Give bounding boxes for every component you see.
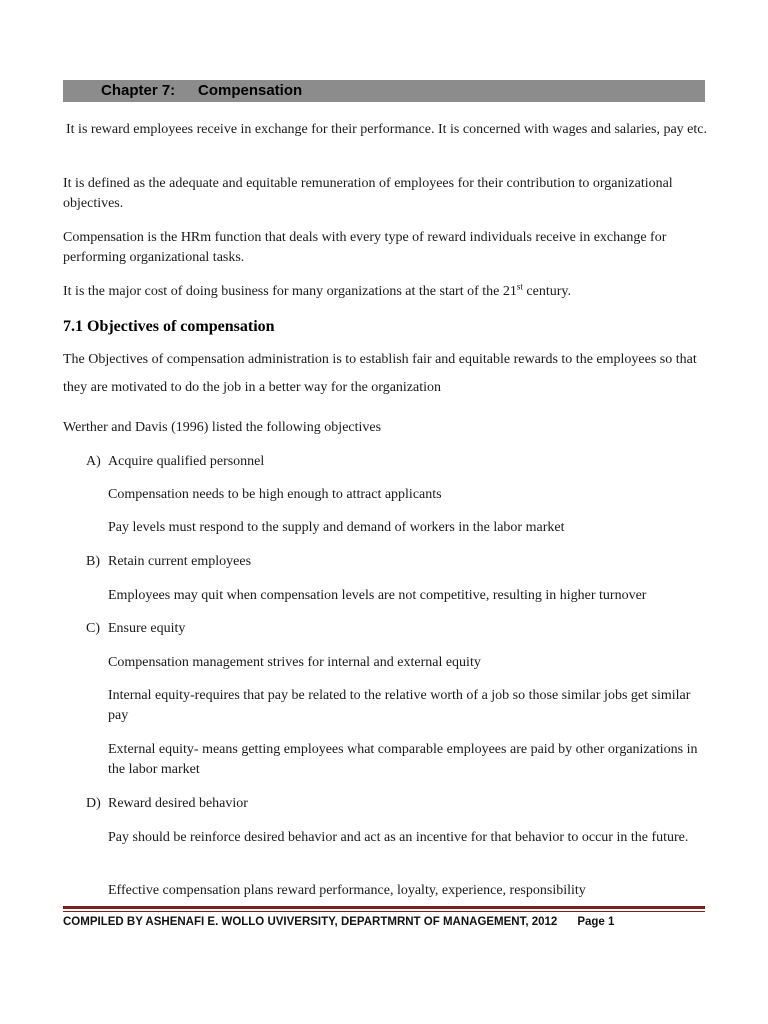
footer-rule: [63, 906, 705, 909]
section-lead-paragraph: The Objectives of compensation administration is to establish fair and equitable rewards to the employees so that they are motivated to do the job in a better way for the organization: [63, 352, 697, 395]
list-item-point: External equity- means getting employees what comparable employees are paid by other organizations in the labor market: [108, 742, 698, 777]
cost-line-end: century.: [522, 284, 571, 299]
intro-paragraph-4: [63, 282, 713, 302]
cost-line-text: It is the major cost of doing business for many organizations at the start of the 21: [63, 284, 517, 299]
footer-rule-thin: [63, 911, 705, 912]
list-item-title: Retain current employees: [108, 554, 252, 569]
page-number: Page 1: [577, 916, 615, 928]
list-item-title: Reward desired behavior: [108, 796, 248, 811]
section-heading: 7.1 Objectives of compensation: [63, 318, 275, 335]
list-item-title: Ensure equity: [108, 621, 186, 636]
page-footer: [63, 913, 614, 931]
intro-paragraph-2: It is defined as the adequate and equitable remuneration of employees for their contribution to organizational objectives.: [63, 176, 673, 211]
intro-paragraph-3: Compensation is the HRm function that deals with every type of reward individuals receive in exchange for performing organizational tasks.: [63, 230, 667, 265]
list-item-point: Compensation needs to be high enough to attract applicants: [108, 487, 442, 502]
intro-paragraph-1: It is reward employees receive in exchange for their performance. It is concerned with wages and salaries, pay etc.: [66, 122, 707, 137]
list-item-point: Internal equity-requires that pay be related to the relative worth of a job so those similar jobs get similar pay: [108, 688, 691, 723]
list-item-point: Employees may quit when compensation levels are not competitive, resulting in higher turnover: [108, 588, 647, 603]
ordinal-suffix: st: [516, 281, 523, 292]
list-item-title: Acquire qualified personnel: [108, 454, 265, 469]
list-marker: A): [86, 454, 101, 469]
list-item-point: Pay should be reinforce desired behavior and act as an incentive for that behavior to occur in the future.: [108, 830, 689, 845]
chapter-name: Compensation: [198, 82, 303, 99]
list-marker: C): [86, 621, 100, 636]
list-item-point: Effective compensation plans reward performance, loyalty, experience, responsibility: [108, 883, 586, 898]
source-paragraph: Werther and Davis (1996) listed the following objectives: [63, 420, 382, 435]
chapter-title: [101, 81, 302, 101]
list-item-point: Pay levels must respond to the supply and demand of workers in the labor market: [108, 520, 565, 535]
list-marker: D): [86, 796, 101, 811]
list-item-point: Compensation management strives for internal and external equity: [108, 655, 481, 670]
footer-credit: COMPILED BY ASHENAFI E. WOLLO UVIVERSITY, DEPARTMRNT OF MANAGEMENT, 2012: [63, 916, 558, 928]
list-marker: B): [86, 554, 100, 569]
chapter-number: Chapter 7:: [101, 82, 176, 99]
